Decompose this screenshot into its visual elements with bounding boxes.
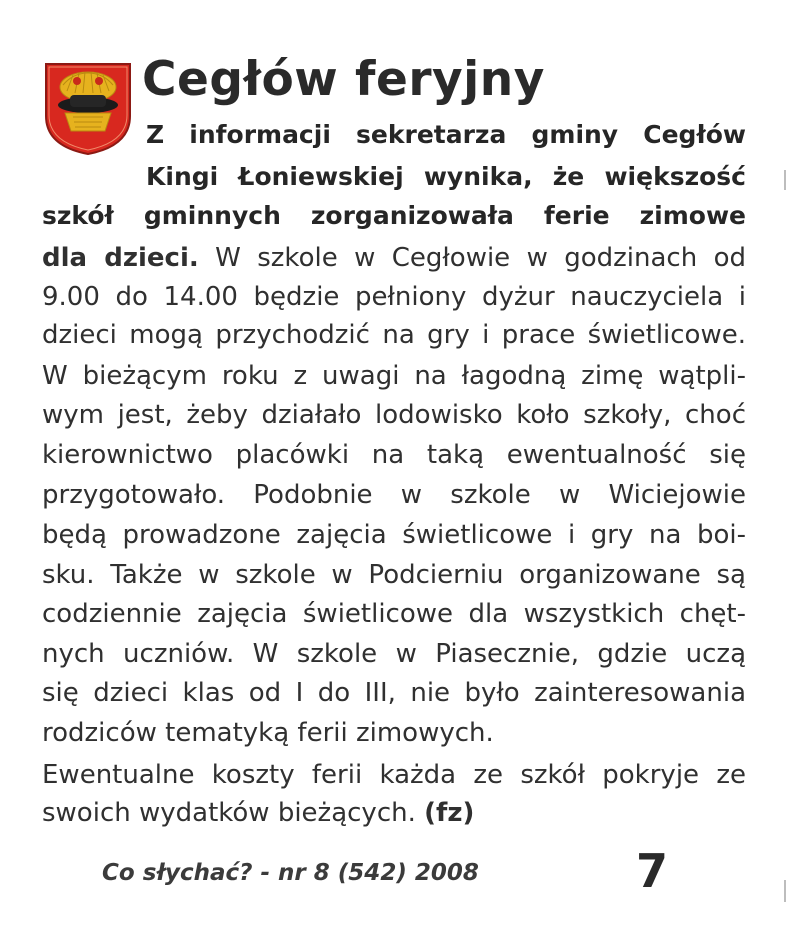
line-text: rodziców tematyką ferii zimowych. [42, 718, 494, 748]
line-text: sku. Także w szkole w Podcierniu organizowane są [42, 560, 746, 590]
line-text: swoich wydatków bieżących. [42, 798, 425, 828]
article-line [42, 718, 746, 748]
article-line [146, 120, 746, 150]
article-line [42, 760, 746, 790]
article-line [42, 440, 746, 470]
bold-text: (fz) [424, 798, 475, 828]
line-text: dzieci mogą przychodzić na gry i prace świetlicowe. [42, 320, 746, 350]
article-line [42, 201, 746, 231]
article-line [42, 282, 746, 312]
line-text: wym jest, żeby działało lodowisko koło szkoły, choć [42, 400, 746, 430]
line-text: się dzieci klas od I do III, nie było zainteresowania [42, 678, 746, 708]
line-text: będą prowadzone zajęcia świetlicowe i gry na boi- [42, 520, 746, 550]
line-text: Ewentualne koszty ferii każda ze szkół pokryje ze [42, 760, 746, 790]
line-text: W szkole w Cegłowie w godzinach od [198, 243, 746, 273]
article-line [42, 400, 746, 430]
article-line [42, 243, 746, 273]
bold-text: dla dzieci. [42, 243, 199, 273]
article-line [42, 639, 746, 669]
article-line [42, 798, 746, 828]
line-text: nych uczniów. W szkole w Piasecznie, gdzie uczą [42, 639, 746, 669]
article-line [42, 480, 746, 510]
line-text: Z informacji sekretarza gminy Cegłów [146, 120, 746, 149]
municipal-crest-icon [43, 61, 133, 157]
issue-info: Co słychać? - nr 8 (542) 2008 [102, 860, 479, 886]
article-title: Cegłów feryjny [142, 52, 545, 107]
line-text: przygotowało. Podobnie w szkole w Wiciejowie [42, 480, 746, 510]
page-number: 7 [636, 844, 669, 898]
article-line [42, 320, 746, 350]
article-line [42, 520, 746, 550]
line-text: kierownictwo placówki na taką ewentualność się [42, 440, 746, 470]
line-text: codziennie zajęcia świetlicowe dla wszystkich chęt- [42, 599, 746, 629]
line-text: Kingi Łoniewskiej wynika, że większość [146, 162, 746, 191]
line-text: 9.00 do 14.00 będzie pełniony dyżur nauczyciela i [42, 282, 746, 312]
article-line [42, 560, 746, 590]
article-line [42, 678, 746, 708]
article-line [146, 162, 746, 192]
article-line [42, 599, 746, 629]
line-text: W bieżącym roku z uwagi na łagodną zimę wątpli- [42, 361, 746, 391]
line-text: szkół gminnych zorganizowała ferie zimowe [42, 201, 746, 230]
article-line [42, 361, 746, 391]
